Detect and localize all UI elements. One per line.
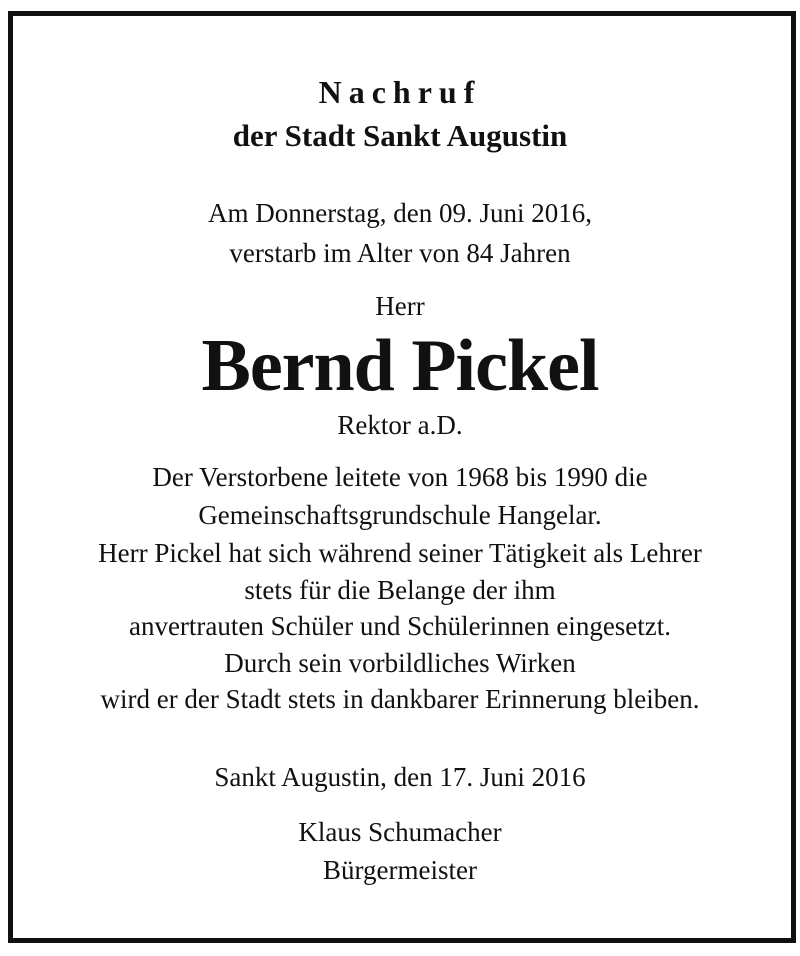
tribute-line: anvertrauten Schüler und Schülerinnen eingesetzt. — [128, 611, 672, 641]
salutation: Herr — [375, 291, 425, 321]
deceased-title: Rektor a.D. — [337, 410, 463, 440]
intro-line-2: verstarb im Alter von 84 Jahren — [229, 238, 571, 268]
tribute-line: Herr Pickel hat sich während seiner Tätigkeit als Lehrer — [98, 538, 702, 568]
tribute-line: Der Verstorbene leitete von 1968 bis 1990 die — [152, 462, 648, 492]
signer-role: Bürgermeister — [323, 855, 477, 885]
tribute-line: wird er der Stadt stets in dankbarer Erinnerung bleiben. — [100, 684, 700, 714]
tribute-line: stets für die Belange der ihm — [244, 575, 556, 605]
tribute-line: Gemeinschaftsgrundschule Hangelar. — [198, 500, 602, 530]
obituary-heading: Nachruf — [318, 74, 482, 110]
deceased-name: Bernd Pickel — [201, 325, 599, 407]
signer-name: Klaus Schumacher — [298, 817, 502, 847]
intro-line-1: Am Donnerstag, den 09. Juni 2016, — [208, 198, 592, 228]
place-date: Sankt Augustin, den 17. Juni 2016 — [214, 762, 586, 792]
tribute-line: Durch sein vorbildliches Wirken — [224, 648, 576, 678]
obituary-subheading: der Stadt Sankt Augustin — [232, 118, 568, 153]
